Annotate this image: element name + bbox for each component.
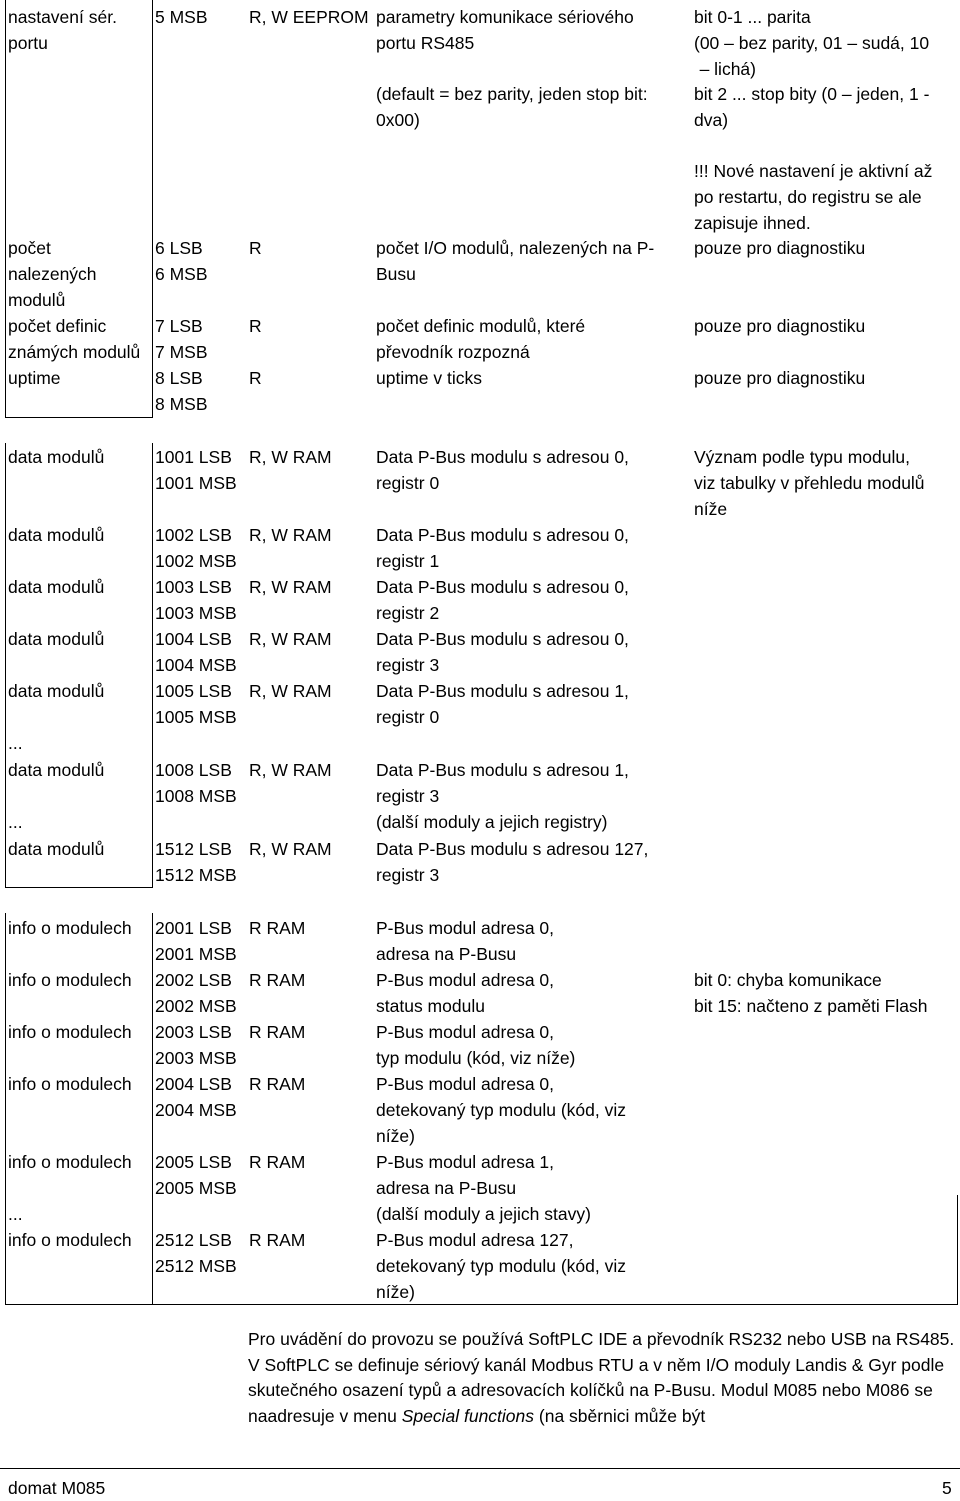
info-row-ellipsis: ... (8, 1204, 23, 1224)
data-row-3-desc-1: Data P-Bus modulu s adresou 0, (376, 577, 629, 597)
info-row-5-reg-1: 2005 LSB (155, 1152, 232, 1172)
top-row-name-2: portu (8, 33, 48, 53)
info-row-4-reg-1: 2004 LSB (155, 1074, 232, 1094)
info-row-1-desc-1: P-Bus modul adresa 0, (376, 918, 555, 938)
info-row-5-access: R RAM (249, 1152, 306, 1172)
top-row-note-8: po restartu, do registru se ale (694, 187, 922, 207)
info-row-2-reg-1: 2002 LSB (155, 970, 232, 990)
diag-row-3-reg-1: 8 LSB (155, 368, 203, 388)
footer-title: domat M085 (8, 1478, 106, 1498)
info-row-7-name: info o modulech (8, 1230, 132, 1250)
info-row-3-name: info o modulech (8, 1022, 132, 1042)
info-row-4-reg-2: 2004 MSB (155, 1100, 237, 1120)
data-row-2-desc-2: registr 1 (376, 551, 440, 571)
diag-row-1-name-2: nalezených (8, 264, 97, 284)
body-paragraph (248, 1327, 960, 1429)
data-row-2-desc-1: Data P-Bus modulu s adresou 0, (376, 525, 629, 545)
data-row-9-access: R, W RAM (249, 839, 332, 859)
diag-row-3-note: pouze pro diagnostiku (694, 368, 866, 388)
data-row-1-desc-2: registr 0 (376, 473, 440, 493)
body-paragraph-italic: Special functions (401, 1405, 535, 1426)
info-row-5-desc-2: adresa na P-Busu (376, 1178, 517, 1198)
info-row-2-access: R RAM (249, 970, 306, 990)
diag-row-1-desc-2: Busu (376, 264, 416, 284)
data-row-2-access: R, W RAM (249, 525, 332, 545)
data-row-ellipsis-2-desc: (další moduly a jejich registry) (376, 812, 608, 832)
data-row-7-desc-2: registr 3 (376, 786, 440, 806)
data-row-4-desc-2: registr 3 (376, 655, 440, 675)
table1-border-left (5, 0, 6, 418)
data-row-9-reg-2: 1512 MSB (155, 865, 237, 885)
data-row-7-reg-1: 1008 LSB (155, 760, 232, 780)
top-row-access: R, W EEPROM (249, 7, 369, 27)
data-row-5-reg-1: 1005 LSB (155, 681, 232, 701)
data-row-7-desc-1: Data P-Bus modulu s adresou 1, (376, 760, 629, 780)
top-row-desc-5: 0x00) (376, 110, 420, 130)
data-row-1-reg-2: 1001 MSB (155, 473, 237, 493)
info-row-7-reg-1: 2512 LSB (155, 1230, 232, 1250)
table3-border-col1 (152, 913, 153, 1305)
data-row-1-desc-1: Data P-Bus modulu s adresou 0, (376, 447, 629, 467)
data-row-5-desc-2: registr 0 (376, 707, 440, 727)
data-row-5-access: R, W RAM (249, 681, 332, 701)
data-row-9-name: data modulů (8, 839, 105, 859)
top-row-note-7: !!! Nové nastavení je aktivní až (694, 161, 933, 181)
diag-row-2-reg-1: 7 LSB (155, 316, 203, 336)
info-row-1-access: R RAM (249, 918, 306, 938)
info-row-7-access: R RAM (249, 1230, 306, 1250)
data-row-4-reg-2: 1004 MSB (155, 655, 237, 675)
data-row-9-reg-1: 1512 LSB (155, 839, 232, 859)
info-row-3-desc-1: P-Bus modul adresa 0, (376, 1022, 555, 1042)
info-row-3-reg-2: 2003 MSB (155, 1048, 237, 1068)
data-row-5-name: data modulů (8, 681, 105, 701)
diag-row-2-name-2: známých modulů (8, 342, 141, 362)
data-row-7-reg-2: 1008 MSB (155, 786, 237, 806)
info-row-4-desc-3: níže) (376, 1126, 415, 1146)
table3-border-left (5, 913, 6, 1305)
top-row-note-9: zapisuje ihned. (694, 213, 811, 233)
info-row-5-desc-1: P-Bus modul adresa 1, (376, 1152, 555, 1172)
info-row-5-name: info o modulech (8, 1152, 132, 1172)
info-row-1-desc-2: adresa na P-Busu (376, 944, 517, 964)
footer-divider (0, 1468, 960, 1469)
data-row-4-access: R, W RAM (249, 629, 332, 649)
data-row-ellipsis-1: ... (8, 733, 23, 753)
diag-row-3-desc-1: uptime v ticks (376, 368, 482, 388)
diag-row-1-name-3: modulů (8, 290, 66, 310)
data-row-3-name: data modulů (8, 577, 105, 597)
data-row-7-access: R, W RAM (249, 760, 332, 780)
top-row-desc-2: portu RS485 (376, 33, 475, 53)
data-row-4-desc-1: Data P-Bus modulu s adresou 0, (376, 629, 629, 649)
diag-row-2-desc-2: převodník rozpozná (376, 342, 530, 362)
table1-border-col1 (152, 0, 153, 418)
diag-row-3-name-1: uptime (8, 368, 61, 388)
info-row-7-desc-2: detekovaný typ modulu (kód, viz (376, 1256, 626, 1276)
diag-row-1-reg-1: 6 LSB (155, 238, 203, 258)
data-row-2-reg-1: 1002 LSB (155, 525, 232, 545)
data-row-2-reg-2: 1002 MSB (155, 551, 237, 571)
data-row-2-name: data modulů (8, 525, 105, 545)
data-row-7-name: data modulů (8, 760, 105, 780)
table2-border-left (5, 443, 6, 888)
body-paragraph-part1: Pro uvádění do provozu se používá SoftPLC IDE a převodník RS232 nebo USB na RS485. V SoftPLC se definuje sériový kanál Modbus RTU a v něm I/O moduly Landis & Gyr podle skutečného osazení typů a adresovacích kolíčků na P-Busu. Modul M085 nebo M086 se naadresuje v menu (248, 1329, 955, 1426)
info-row-2-reg-2: 2002 MSB (155, 996, 237, 1016)
info-row-3-desc-2: typ modulu (kód, viz níže) (376, 1048, 576, 1068)
data-row-3-desc-2: registr 2 (376, 603, 440, 623)
diag-row-3-reg-2: 8 MSB (155, 394, 208, 414)
data-note-3: níže (694, 499, 728, 519)
top-row-name-1: nastavení sér. (8, 7, 117, 27)
info-row-2-name: info o modulech (8, 970, 132, 990)
data-row-1-reg-1: 1001 LSB (155, 447, 232, 467)
data-row-9-desc-2: registr 3 (376, 865, 440, 885)
diag-row-2-access: R (249, 316, 262, 336)
info-row-3-reg-1: 2003 LSB (155, 1022, 232, 1042)
diag-row-1-reg-2: 6 MSB (155, 264, 208, 284)
table3-border-bottom (5, 1304, 957, 1305)
body-paragraph-part2: (na sběrnici může být (534, 1405, 706, 1426)
info-row-2-desc-2: status modulu (376, 996, 485, 1016)
info-row-ellipsis-desc: (další moduly a jejich stavy) (376, 1204, 591, 1224)
top-row-desc-1: parametry komunikace sériového (376, 7, 634, 27)
info-row-4-name: info o modulech (8, 1074, 132, 1094)
info-row-3-access: R RAM (249, 1022, 306, 1042)
table3-border-right (957, 1195, 958, 1305)
data-row-9-desc-1: Data P-Bus modulu s adresou 127, (376, 839, 649, 859)
data-note-1: Význam podle typu modulu, (694, 447, 910, 467)
diag-row-1-desc-1: počet I/O modulů, nalezených na P- (376, 238, 655, 258)
table1-border-bottom (5, 417, 153, 418)
data-row-4-name: data modulů (8, 629, 105, 649)
info-row-2-note-2: bit 15: načteno z paměti Flash (694, 996, 928, 1016)
info-row-2-desc-1: P-Bus modul adresa 0, (376, 970, 555, 990)
top-row-register: 5 MSB (155, 7, 208, 27)
diag-row-2-name-1: počet definic (8, 316, 107, 336)
info-row-1-reg-1: 2001 LSB (155, 918, 232, 938)
data-row-3-access: R, W RAM (249, 577, 332, 597)
diag-row-2-note: pouze pro diagnostiku (694, 316, 866, 336)
info-row-4-desc-2: detekovaný typ modulu (kód, viz (376, 1100, 626, 1120)
top-row-note-1: bit 0-1 ... parita (694, 7, 811, 27)
diag-row-1-name-1: počet (8, 238, 51, 258)
data-row-1-name: data modulů (8, 447, 105, 467)
info-row-1-name: info o modulech (8, 918, 132, 938)
diag-row-1-access: R (249, 238, 262, 258)
table2-border-bottom (5, 887, 153, 888)
data-row-1-access: R, W RAM (249, 447, 332, 467)
info-row-5-reg-2: 2005 MSB (155, 1178, 237, 1198)
info-row-7-desc-3: níže) (376, 1282, 415, 1302)
info-row-4-desc-1: P-Bus modul adresa 0, (376, 1074, 555, 1094)
table2-border-col1 (152, 443, 153, 888)
info-row-2-note-1: bit 0: chyba komunikace (694, 970, 882, 990)
info-row-7-reg-2: 2512 MSB (155, 1256, 237, 1276)
diag-row-2-reg-2: 7 MSB (155, 342, 208, 362)
info-row-4-access: R RAM (249, 1074, 306, 1094)
top-row-note-3: – lichá) (699, 59, 756, 79)
diag-row-3-access: R (249, 368, 262, 388)
top-row-desc-4: (default = bez parity, jeden stop bit: (376, 84, 648, 104)
data-row-ellipsis-2: ... (8, 812, 23, 832)
data-row-5-reg-2: 1005 MSB (155, 707, 237, 727)
data-row-5-desc-1: Data P-Bus modulu s adresou 1, (376, 681, 629, 701)
diag-row-1-note: pouze pro diagnostiku (694, 238, 866, 258)
info-row-7-desc-1: P-Bus modul adresa 127, (376, 1230, 574, 1250)
footer-page-number: 5 (942, 1478, 952, 1498)
info-row-1-reg-2: 2001 MSB (155, 944, 237, 964)
top-row-note-5: dva) (694, 110, 729, 130)
data-note-2: viz tabulky v přehledu modulů (694, 473, 925, 493)
data-row-4-reg-1: 1004 LSB (155, 629, 232, 649)
top-row-note-2: (00 – bez parity, 01 – sudá, 10 (694, 33, 930, 53)
top-row-note-4: bit 2 ... stop bity (0 – jeden, 1 - (694, 84, 930, 104)
data-row-3-reg-2: 1003 MSB (155, 603, 237, 623)
data-row-3-reg-1: 1003 LSB (155, 577, 232, 597)
diag-row-2-desc-1: počet definic modulů, které (376, 316, 586, 336)
